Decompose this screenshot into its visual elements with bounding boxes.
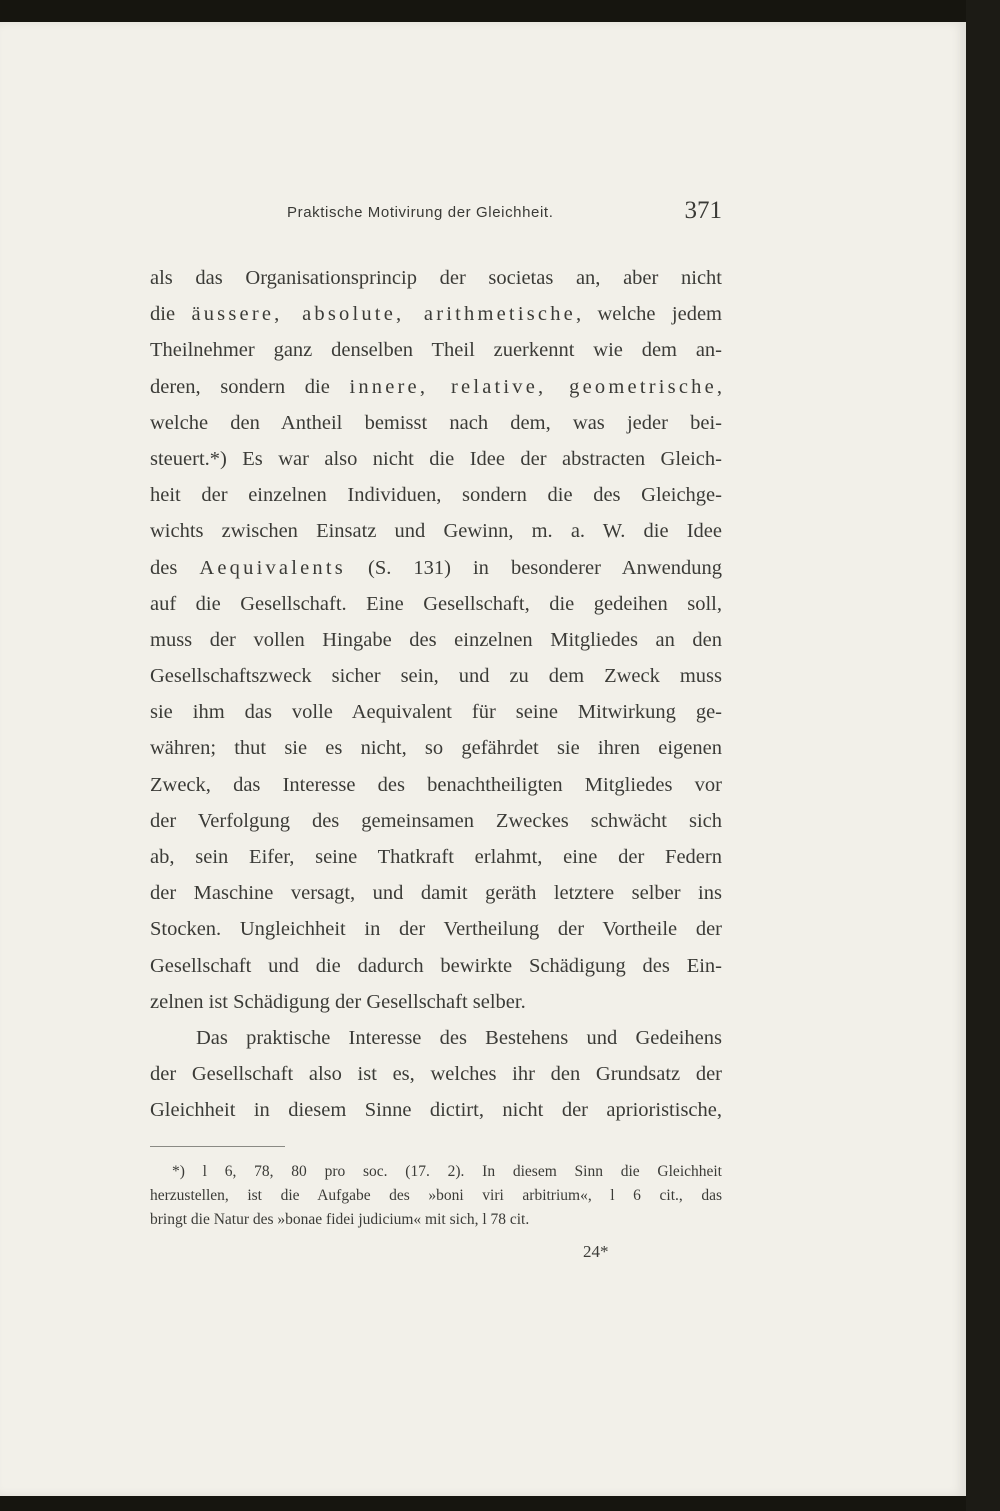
footnote-line: herzustellen, ist die Aufgabe des »boni viri arbitrium«, l 6 cit., das [150,1187,722,1204]
footnote [150,1160,722,1232]
emphasized-text: Aequivalents [199,556,346,579]
book-page [0,22,966,1496]
text-line: zelnen ist Schädigung der Gesellschaft selber. [150,990,526,1013]
text-line: Theilnehmer ganz denselben Theil zuerkennt wie dem an- [150,339,722,362]
emphasized-text: äussere, absolute, arithmetische [191,303,576,326]
text-line: sie ihm das volle Aequivalent für seine Mitwirkung ge- [150,701,722,724]
text-line: Zweck, das Interesse des benachtheiligten Mitgliedes vor [150,773,722,796]
footnote-line: *) l 6, 78, 80 pro soc. (17. 2). In diesem Sinn die Gleichheit [172,1163,722,1180]
text-line: Stocken. Ungleichheit in der Vertheilung der Vortheile der [150,918,722,941]
text-line: des Aequivalents (S. 131) in besonderer Anwendung [150,556,723,579]
text-line: deren, sondern die innere, relative, geometrische, [150,375,722,398]
text-line: welche den Antheil bemisst nach dem, was jeder bei- [150,411,722,434]
text-line: der Maschine versagt, und damit geräth letztere selber ins [150,882,722,905]
text-line: ab, sein Eifer, seine Thatkraft erlahmt, eine der Federn [150,846,722,868]
page-header [150,192,722,232]
text-line: Gesellschaft und die dadurch bewirkte Schädigung des Ein- [150,954,722,977]
text-line: als das Organisationsprincip der societas an, aber nicht [150,267,722,289]
text-line: heit der einzelnen Individuen, sondern die des Gleichge- [150,484,722,507]
body-text [150,260,722,1129]
footnote-divider [150,1146,285,1147]
text-line: wichts zwischen Einsatz und Gewinn, m. a. W. die Idee [150,520,722,543]
text-line: Das praktische Interesse des Bestehens und Gedeihens [196,1026,722,1049]
signature-mark: 24* [583,1242,609,1261]
text-line: die äussere, absolute, arithmetische, welche jedem [150,303,722,326]
text-line: währen; thut sie es nicht, so gefährdet sie ihren eigenen [150,737,722,760]
page-number: 371 [684,197,722,224]
running-title: Praktische Motivirung der Gleichheit. [287,204,554,221]
scan-edge [966,0,1000,1511]
text-line: der Verfolgung des gemeinsamen Zweckes schwächt sich [150,809,722,832]
text-line: der Gesellschaft also ist es, welches ihr den Grundsatz der [150,1063,722,1086]
text-line: Gesellschaftszweck sicher sein, und zu dem Zweck muss [150,665,722,688]
text-line: muss der vollen Hingabe des einzelnen Mitgliedes an den [150,628,722,651]
footnote-line: bringt die Natur des »bonae fidei judicium« mit sich, l 78 cit. [150,1211,530,1228]
text-line: Gleichheit in diesem Sinne dictirt, nicht der aprioristische, [150,1099,722,1122]
text-line: steuert.*) Es war also nicht die Idee der abstracten Gleich- [150,447,722,470]
text-line: auf die Gesellschaft. Eine Gesellschaft, die gedeihen soll, [150,592,722,615]
emphasized-text: innere, relative, geometrische [349,375,717,398]
